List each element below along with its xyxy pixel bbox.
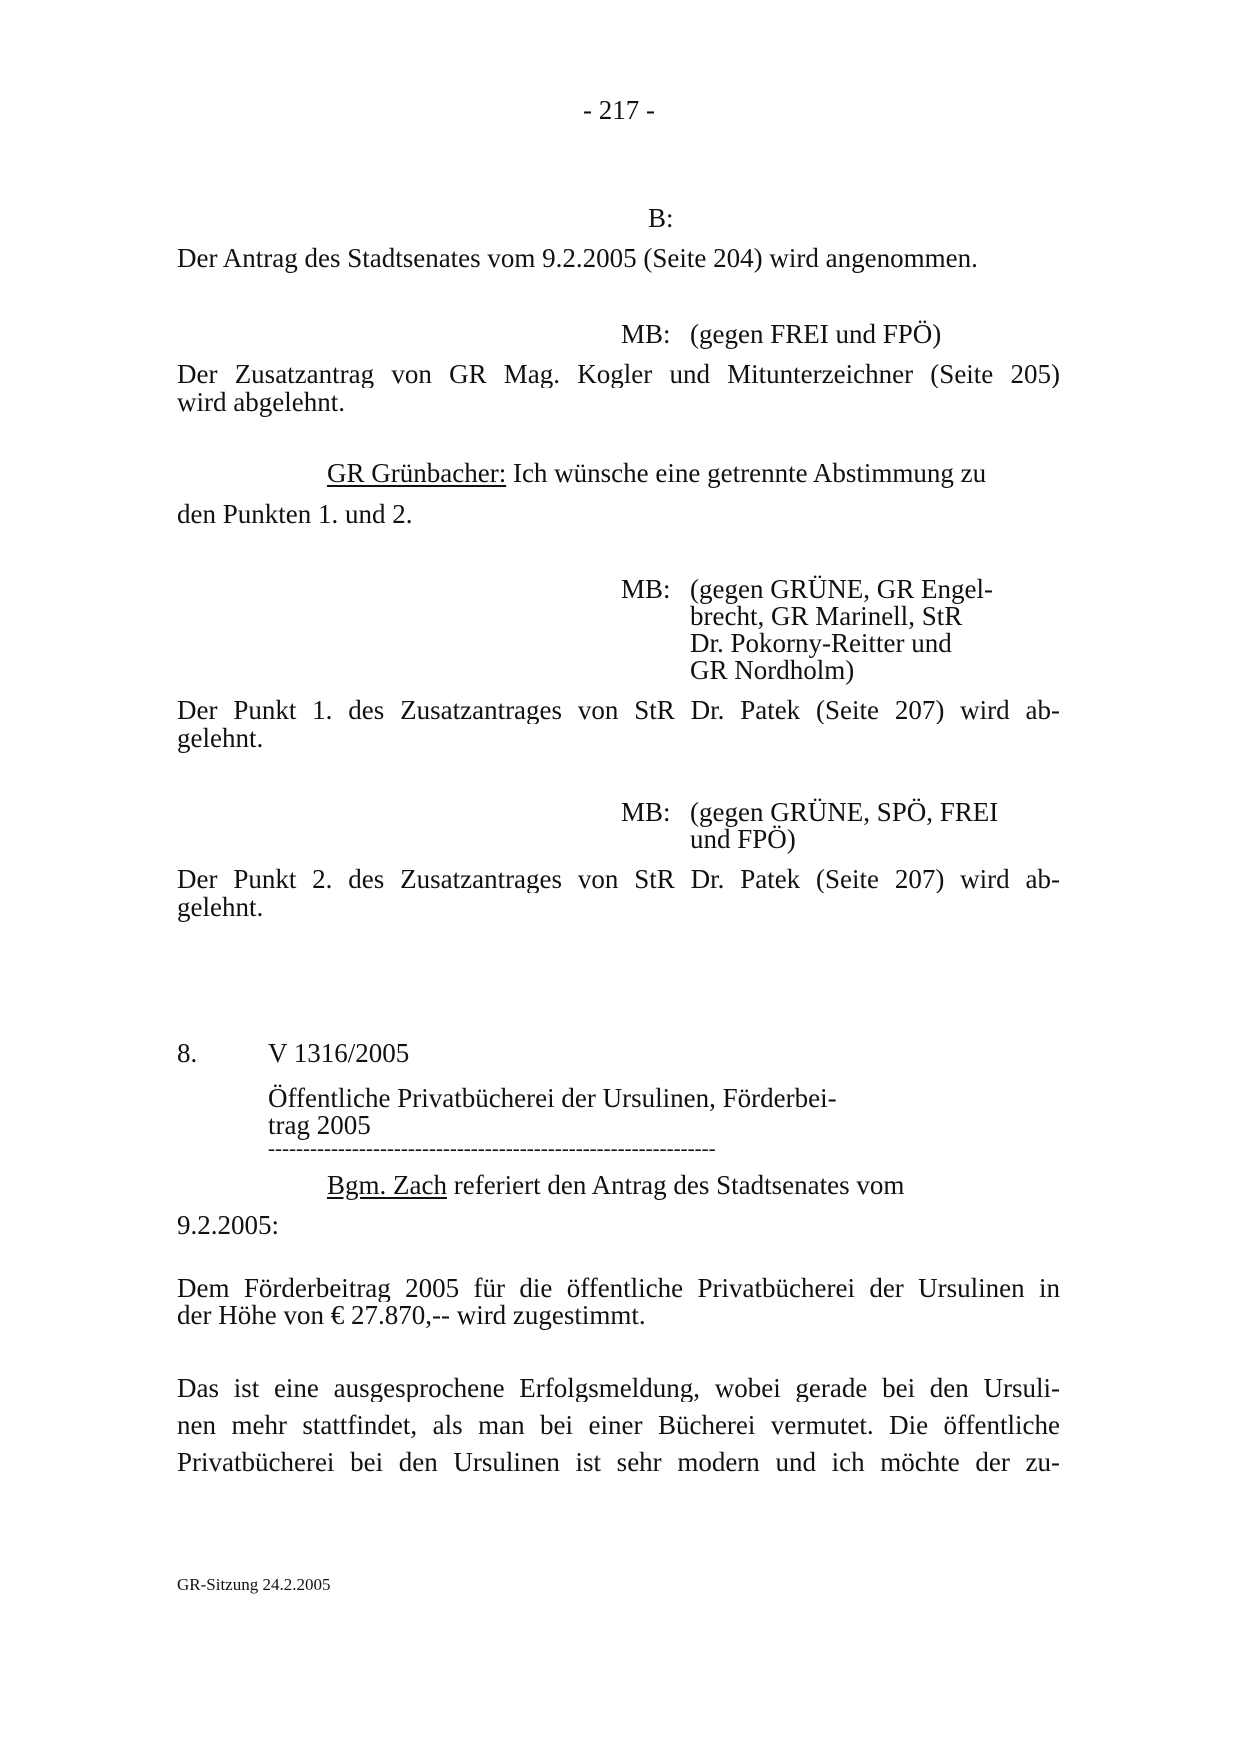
vote3-text: (gegen GRÜNE, SPÖ, FREI und FPÖ) (690, 797, 999, 854)
vote1-label: MB: (621, 319, 671, 349)
section-b-text: Der Antrag des Stadtsenates vom 9.2.2005 (Seite 204) wird angenommen. (177, 243, 978, 273)
footer: GR-Sitzung 24.2.2005 (177, 1575, 331, 1594)
item8-title-line1: Öffentliche Privatbücherei der Ursulinen, Förderbei- (268, 1083, 837, 1113)
vote3-label: MB: (621, 797, 671, 827)
item8-reference: V 1316/2005 (268, 1038, 410, 1068)
speech-gruenbacher-line1 (327, 460, 986, 487)
item8-body-line1: Das ist eine ausgesprochene Erfolgsmeldung, wobei gerade bei den Ursuli- (177, 1375, 1060, 1402)
item8-motion-line1: Dem Förderbeitrag 2005 für die öffentliche Privatbücherei der Ursulinen in (177, 1275, 1060, 1302)
item8-number: 8. (177, 1038, 198, 1068)
vote2-label: MB: (621, 574, 671, 604)
item8-body-line2: nen mehr stattfindet, als man bei einer Bücherei vermutet. Die öffentliche (177, 1412, 1060, 1439)
vote3-result-line1: Der Punkt 2. des Zusatzantrages von StR Dr. Patek (Seite 207) wird ab- (177, 866, 1060, 893)
vote1-text: (gegen FREI und FPÖ) (690, 319, 942, 349)
reporter-name: Bgm. Zach (327, 1170, 447, 1200)
item8-report-line2: 9.2.2005: (177, 1210, 280, 1240)
vote1-result-line2: wird abgelehnt. (177, 387, 345, 417)
speaker-gruenbacher: GR Grünbacher: (327, 458, 507, 488)
item8-report-line1 (327, 1172, 904, 1199)
section-b-label: B: (648, 203, 674, 233)
item8-body-line3: Privatbücherei bei den Ursulinen ist sehr modern und ich möchte der zu- (177, 1449, 1060, 1476)
vote2-result-line2: gelehnt. (177, 723, 264, 753)
speech-gruenbacher-line2: den Punkten 1. und 2. (177, 499, 413, 529)
vote3-result-line2: gelehnt. (177, 892, 264, 922)
vote1-result-line1: Der Zusatzantrag von GR Mag. Kogler und Mitunterzeichner (Seite 205) (177, 361, 1060, 388)
report-text: referiert den Antrag des Stadtsenates vom (453, 1170, 905, 1200)
item8-title-line2: trag 2005 (268, 1110, 371, 1140)
speech-gruenbacher-text: Ich wünsche eine getrennte Abstimmung zu (512, 458, 987, 488)
page-number: - 217 - (583, 95, 655, 125)
item8-separator: ---------------------------------------------------------------- (268, 1136, 716, 1160)
vote2-result-line1: Der Punkt 1. des Zusatzantrages von StR Dr. Patek (Seite 207) wird ab- (177, 697, 1060, 724)
vote2-text: (gegen GRÜNE, GR Engel- brecht, GR Marinell, StR Dr. Pokorny-Reitter und GR Nordholm) (690, 574, 993, 685)
item8-motion-line2: der Höhe von € 27.870,-- wird zugestimmt. (177, 1300, 646, 1330)
